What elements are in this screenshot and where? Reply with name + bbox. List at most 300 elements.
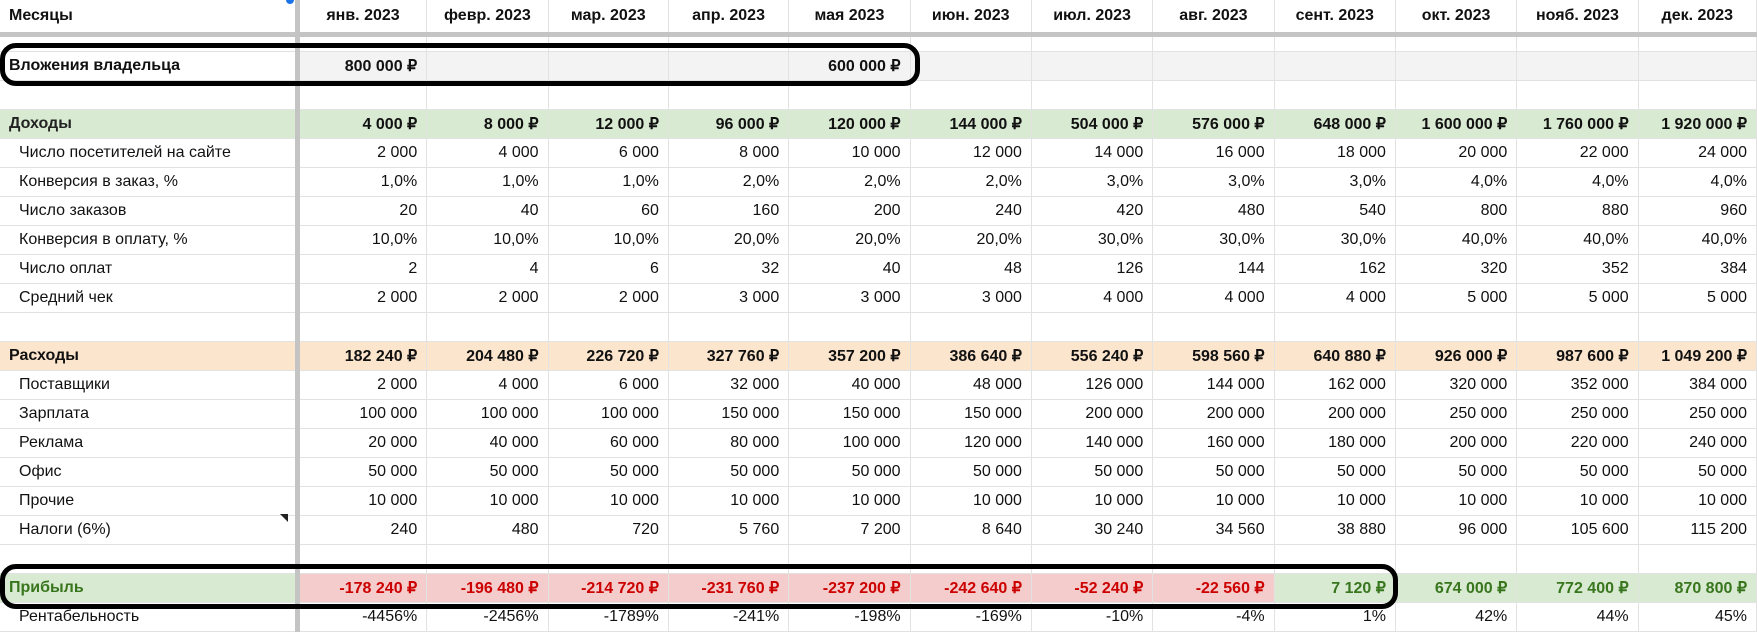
investment-label-cell[interactable]: Вложения владельца [0,52,297,81]
income-detail-value-cell[interactable]: 880 [1517,197,1638,226]
income-total-cell[interactable]: 4 000 ₽ [297,110,426,139]
empty-row [0,35,1757,52]
expense-detail-value-cell[interactable]: 10 000 [668,487,788,516]
profit-label-cell[interactable]: Прибыль [0,574,297,603]
expense-total-cell[interactable]: 987 600 ₽ [1517,342,1638,371]
income-detail-label-cell[interactable]: Конверсия в оплату, % [0,226,297,255]
expense-detail-label-cell[interactable]: Поставщики [0,371,297,400]
expense-total-cell[interactable]: 556 240 ₽ [1031,342,1152,371]
expense-detail-label-cell[interactable]: Зарплата [0,400,297,429]
expense-detail-value-cell[interactable]: 384 000 [1638,371,1756,400]
empty-cell[interactable] [0,35,297,52]
empty-cell[interactable] [1517,545,1638,574]
expense-detail-value-cell[interactable]: 38 880 [1274,516,1395,545]
income-total-cell[interactable]: 1 760 000 ₽ [1517,110,1638,139]
income-detail-value-cell[interactable]: 384 [1638,255,1756,284]
expense-detail-value-cell[interactable]: 50 000 [1395,458,1516,487]
investment-value-cell[interactable] [1517,52,1638,81]
month-header-cell[interactable]: февр. 2023 [427,0,548,35]
income-detail-value-cell[interactable]: 6 [548,255,668,284]
expense-detail-value-cell[interactable]: 50 000 [548,458,668,487]
empty-cell[interactable] [427,313,548,342]
expense-detail-value-cell[interactable]: 240 [297,516,426,545]
expense-total-row [0,342,1757,371]
empty-cell[interactable] [1031,313,1152,342]
empty-cell[interactable] [427,35,548,52]
expense-detail-value-cell[interactable]: 250 000 [1517,400,1638,429]
income-detail-value-cell[interactable]: 2,0% [789,168,910,197]
expense-detail-value-cell[interactable]: 480 [427,516,548,545]
empty-cell[interactable] [548,545,668,574]
expense-total-cell[interactable]: 1 049 200 ₽ [1638,342,1756,371]
income-detail-value-cell[interactable]: 24 000 [1638,139,1756,168]
expense-detail-value-cell[interactable]: 6 000 [548,371,668,400]
profitability-value-cell[interactable]: -2456% [427,603,548,632]
profitability-value-cell[interactable]: -10% [1031,603,1152,632]
expense-detail-value-cell[interactable]: 250 000 [1638,400,1756,429]
expense-detail-row [0,371,1757,400]
expense-detail-value-cell[interactable]: 5 760 [668,516,788,545]
empty-cell[interactable] [668,313,788,342]
income-detail-value-cell[interactable]: 40,0% [1517,226,1638,255]
income-detail-value-cell[interactable]: 10,0% [297,226,426,255]
investment-value-cell[interactable]: 800 000 ₽ [297,52,426,81]
income-detail-value-cell[interactable]: 3 000 [668,284,788,313]
profitability-label-cell[interactable]: Рентабельность [0,603,297,632]
investment-value-cell[interactable] [1031,52,1152,81]
empty-cell[interactable] [427,81,548,110]
income-detail-value-cell[interactable]: 20,0% [910,226,1031,255]
profit-value-cell[interactable]: -214 720 ₽ [548,574,668,603]
expense-detail-value-cell[interactable]: 10 000 [1517,487,1638,516]
expense-detail-value-cell[interactable]: 32 000 [668,371,788,400]
profitability-value-cell[interactable]: -1789% [548,603,668,632]
income-detail-value-cell[interactable]: 3 000 [789,284,910,313]
profit-value-cell[interactable]: -22 560 ₽ [1153,574,1274,603]
expense-detail-label-cell[interactable]: Реклама [0,429,297,458]
income-label-cell[interactable]: Доходы [0,110,297,139]
expense-detail-value-cell[interactable]: 144 000 [1153,371,1274,400]
income-detail-value-cell[interactable]: 420 [1031,197,1152,226]
expense-detail-label-cell[interactable]: Офис [0,458,297,487]
income-detail-value-cell[interactable]: 20,0% [789,226,910,255]
expense-detail-value-cell[interactable]: 40 000 [789,371,910,400]
empty-cell[interactable] [1638,313,1756,342]
income-detail-row [0,255,1757,284]
investment-value-cell[interactable] [1638,52,1756,81]
empty-cell[interactable] [548,313,668,342]
income-detail-value-cell[interactable]: 240 [910,197,1031,226]
income-detail-value-cell[interactable]: 2 000 [297,139,426,168]
empty-cell[interactable] [910,545,1031,574]
investment-value-cell[interactable] [548,52,668,81]
income-detail-value-cell[interactable]: 18 000 [1274,139,1395,168]
income-detail-value-cell[interactable]: 5 000 [1395,284,1516,313]
empty-cell[interactable] [548,81,668,110]
income-detail-value-cell[interactable]: 3,0% [1031,168,1152,197]
income-detail-label-cell[interactable]: Средний чек [0,284,297,313]
expense-detail-label-cell[interactable]: Прочие [0,487,297,516]
empty-cell[interactable] [789,81,910,110]
empty-row [0,313,1757,342]
income-total-cell[interactable]: 1 600 000 ₽ [1395,110,1516,139]
expense-detail-label-cell[interactable]: Налоги (6%) [0,516,297,545]
empty-cell[interactable] [1517,313,1638,342]
empty-cell[interactable] [0,81,297,110]
expense-detail-value-cell[interactable]: 50 000 [1517,458,1638,487]
expense-total-cell[interactable]: 926 000 ₽ [1395,342,1516,371]
income-detail-value-cell[interactable]: 40 [789,255,910,284]
income-detail-value-cell[interactable]: 40 [427,197,548,226]
expense-detail-value-cell[interactable]: 105 600 [1517,516,1638,545]
investment-row [0,52,1757,81]
empty-cell[interactable] [668,545,788,574]
expense-detail-value-cell[interactable]: 50 000 [427,458,548,487]
income-detail-value-cell[interactable]: 1,0% [297,168,426,197]
expense-detail-value-cell[interactable]: 220 000 [1517,429,1638,458]
income-detail-value-cell[interactable]: 14 000 [1031,139,1152,168]
profitability-value-cell[interactable]: -4456% [297,603,426,632]
income-detail-value-cell[interactable]: 4 000 [427,139,548,168]
investment-value-cell[interactable] [1274,52,1395,81]
expense-detail-value-cell[interactable]: 150 000 [668,400,788,429]
income-detail-value-cell[interactable]: 4,0% [1517,168,1638,197]
income-detail-value-cell[interactable]: 126 [1031,255,1152,284]
expense-detail-value-cell[interactable]: 60 000 [548,429,668,458]
expense-detail-row [0,400,1757,429]
expense-detail-value-cell[interactable]: 120 000 [910,429,1031,458]
expense-detail-value-cell[interactable]: 150 000 [789,400,910,429]
profit-value-cell[interactable]: 674 000 ₽ [1395,574,1516,603]
income-detail-value-cell[interactable]: 3,0% [1274,168,1395,197]
expense-total-cell[interactable]: 182 240 ₽ [297,342,426,371]
expense-detail-value-cell[interactable]: 100 000 [789,429,910,458]
income-total-cell[interactable]: 576 000 ₽ [1153,110,1274,139]
empty-cell[interactable] [668,35,788,52]
income-total-cell[interactable]: 504 000 ₽ [1031,110,1152,139]
income-detail-value-cell[interactable]: 48 [910,255,1031,284]
income-detail-value-cell[interactable]: 22 000 [1517,139,1638,168]
expense-detail-value-cell[interactable]: 2 000 [297,371,426,400]
income-detail-value-cell[interactable]: 6 000 [548,139,668,168]
expense-detail-value-cell[interactable]: 200 000 [1395,429,1516,458]
expense-detail-row [0,487,1757,516]
income-detail-value-cell[interactable]: 1,0% [548,168,668,197]
profitability-row [0,603,1757,632]
income-detail-value-cell[interactable]: 960 [1638,197,1756,226]
month-header-cell[interactable]: янв. 2023 [297,0,426,35]
profit-value-cell[interactable]: -178 240 ₽ [297,574,426,603]
empty-cell[interactable] [910,35,1031,52]
income-detail-value-cell[interactable]: 540 [1274,197,1395,226]
profitability-value-cell[interactable]: 44% [1517,603,1638,632]
expense-detail-value-cell[interactable]: 10 000 [548,487,668,516]
income-detail-value-cell[interactable]: 30,0% [1031,226,1152,255]
expense-total-cell[interactable]: 204 480 ₽ [427,342,548,371]
empty-cell[interactable] [1031,545,1152,574]
income-detail-value-cell[interactable]: 4,0% [1395,168,1516,197]
investment-value-cell[interactable] [668,52,788,81]
month-header-cell[interactable]: июл. 2023 [1031,0,1152,35]
income-total-cell[interactable]: 120 000 ₽ [789,110,910,139]
empty-cell[interactable] [1638,545,1756,574]
empty-cell[interactable] [297,313,426,342]
expense-detail-value-cell[interactable]: 10 000 [297,487,426,516]
income-detail-value-cell[interactable]: 160 [668,197,788,226]
expense-detail-value-cell[interactable]: 100 000 [548,400,668,429]
profit-value-cell[interactable]: -231 760 ₽ [668,574,788,603]
expense-detail-value-cell[interactable]: 7 200 [789,516,910,545]
income-detail-label-cell[interactable]: Число заказов [0,197,297,226]
empty-cell[interactable] [1274,35,1395,52]
profit-row [0,574,1757,603]
expense-detail-value-cell[interactable]: 126 000 [1031,371,1152,400]
profit-value-cell[interactable]: -237 200 ₽ [789,574,910,603]
expense-detail-value-cell[interactable]: 720 [548,516,668,545]
expense-detail-value-cell[interactable]: 4 000 [427,371,548,400]
month-header-cell[interactable]: мар. 2023 [548,0,668,35]
income-total-cell[interactable]: 648 000 ₽ [1274,110,1395,139]
profit-value-cell[interactable]: 870 800 ₽ [1638,574,1756,603]
income-detail-value-cell[interactable]: 30,0% [1274,226,1395,255]
expense-detail-value-cell[interactable]: 180 000 [1274,429,1395,458]
expense-detail-value-cell[interactable]: 50 000 [1274,458,1395,487]
expense-detail-value-cell[interactable]: 150 000 [910,400,1031,429]
income-total-cell[interactable]: 96 000 ₽ [668,110,788,139]
profit-value-cell[interactable]: 772 400 ₽ [1517,574,1638,603]
empty-cell[interactable] [910,81,1031,110]
cell-note-indicator[interactable] [280,514,288,522]
empty-cell[interactable] [548,35,668,52]
expense-label-cell[interactable]: Расходы [0,342,297,371]
expense-detail-value-cell[interactable]: 320 000 [1395,371,1516,400]
empty-cell[interactable] [1395,35,1516,52]
income-detail-value-cell[interactable]: 4 [427,255,548,284]
profit-value-cell[interactable]: -242 640 ₽ [910,574,1031,603]
expense-detail-value-cell[interactable]: 50 000 [789,458,910,487]
investment-value-cell[interactable] [1153,52,1274,81]
expense-detail-value-cell[interactable]: 10 000 [789,487,910,516]
empty-cell[interactable] [1031,35,1152,52]
income-detail-value-cell[interactable]: 3 000 [910,284,1031,313]
expense-detail-value-cell[interactable]: 10 000 [427,487,548,516]
income-detail-value-cell[interactable]: 320 [1395,255,1516,284]
month-header-cell[interactable]: авг. 2023 [1153,0,1274,35]
expense-total-cell[interactable]: 226 720 ₽ [548,342,668,371]
empty-cell[interactable] [789,313,910,342]
expense-detail-value-cell[interactable]: 250 000 [1395,400,1516,429]
investment-value-cell[interactable] [427,52,548,81]
empty-cell[interactable] [1153,313,1274,342]
month-header-cell[interactable]: сент. 2023 [1274,0,1395,35]
income-detail-value-cell[interactable]: 200 [789,197,910,226]
month-header-cell[interactable]: окт. 2023 [1395,0,1516,35]
profit-value-cell[interactable]: 7 120 ₽ [1274,574,1395,603]
income-detail-value-cell[interactable]: 20 [297,197,426,226]
income-detail-value-cell[interactable]: 162 [1274,255,1395,284]
income-detail-value-cell[interactable]: 10,0% [548,226,668,255]
profitability-value-cell[interactable]: -198% [789,603,910,632]
income-detail-label-cell[interactable]: Число оплат [0,255,297,284]
expense-detail-row [0,429,1757,458]
income-detail-value-cell[interactable]: 10 000 [789,139,910,168]
expense-detail-value-cell[interactable]: 50 000 [668,458,788,487]
income-detail-value-cell[interactable]: 2,0% [910,168,1031,197]
investment-value-cell[interactable]: 600 000 ₽ [789,52,910,81]
income-detail-value-cell[interactable]: 5 000 [1517,284,1638,313]
expense-detail-value-cell[interactable]: 160 000 [1153,429,1274,458]
expense-detail-value-cell[interactable]: 50 000 [1153,458,1274,487]
income-detail-value-cell[interactable]: 32 [668,255,788,284]
expense-detail-value-cell[interactable]: 40 000 [427,429,548,458]
expense-detail-value-cell[interactable]: 20 000 [297,429,426,458]
investment-value-cell[interactable] [910,52,1031,81]
month-header-cell[interactable]: апр. 2023 [668,0,788,35]
expense-detail-value-cell[interactable]: 100 000 [427,400,548,429]
empty-cell[interactable] [1638,81,1756,110]
income-detail-row [0,139,1757,168]
income-detail-value-cell[interactable]: 2 000 [548,284,668,313]
expense-total-cell[interactable]: 386 640 ₽ [910,342,1031,371]
empty-cell[interactable] [297,35,426,52]
income-detail-value-cell[interactable]: 60 [548,197,668,226]
empty-cell[interactable] [1395,545,1516,574]
income-detail-value-cell[interactable]: 2 000 [427,284,548,313]
expense-total-cell[interactable]: 598 560 ₽ [1153,342,1274,371]
month-header-cell[interactable]: мая 2023 [789,0,910,35]
empty-cell[interactable] [1274,81,1395,110]
income-detail-value-cell[interactable]: 30,0% [1153,226,1274,255]
empty-cell[interactable] [1153,81,1274,110]
expense-total-cell[interactable]: 640 880 ₽ [1274,342,1395,371]
empty-cell[interactable] [1517,81,1638,110]
income-detail-value-cell[interactable]: 800 [1395,197,1516,226]
empty-cell[interactable] [1517,35,1638,52]
empty-cell[interactable] [1395,313,1516,342]
profitability-value-cell[interactable]: -169% [910,603,1031,632]
expense-detail-value-cell[interactable]: 100 000 [297,400,426,429]
expense-detail-value-cell[interactable]: 10 000 [1031,487,1152,516]
empty-cell[interactable] [297,81,426,110]
income-detail-value-cell[interactable]: 20 000 [1395,139,1516,168]
empty-cell[interactable] [0,313,297,342]
expense-detail-value-cell[interactable]: 352 000 [1517,371,1638,400]
income-detail-value-cell[interactable]: 16 000 [1153,139,1274,168]
expense-total-cell[interactable]: 327 760 ₽ [668,342,788,371]
income-detail-value-cell[interactable]: 2,0% [668,168,788,197]
income-detail-value-cell[interactable]: 4 000 [1274,284,1395,313]
income-detail-value-cell[interactable]: 4 000 [1153,284,1274,313]
empty-cell[interactable] [1638,35,1756,52]
expense-detail-value-cell[interactable]: 10 000 [1395,487,1516,516]
income-detail-value-cell[interactable]: 8 000 [668,139,788,168]
expense-detail-value-cell[interactable]: 80 000 [668,429,788,458]
empty-cell[interactable] [0,545,297,574]
expense-detail-value-cell[interactable]: 48 000 [910,371,1031,400]
income-detail-value-cell[interactable]: 2 [297,255,426,284]
expense-detail-value-cell[interactable]: 8 640 [910,516,1031,545]
empty-cell[interactable] [1153,35,1274,52]
income-total-cell[interactable]: 8 000 ₽ [427,110,548,139]
expense-total-cell[interactable]: 357 200 ₽ [789,342,910,371]
income-total-cell[interactable]: 1 920 000 ₽ [1638,110,1756,139]
month-header-cell[interactable]: июн. 2023 [910,0,1031,35]
header-label-cell[interactable]: Месяцы [0,0,297,35]
income-detail-value-cell[interactable]: 5 000 [1638,284,1756,313]
empty-cell[interactable] [789,545,910,574]
empty-cell[interactable] [427,545,548,574]
income-detail-value-cell[interactable]: 40,0% [1638,226,1756,255]
expense-detail-value-cell[interactable]: 30 240 [1031,516,1152,545]
empty-cell[interactable] [1274,545,1395,574]
income-detail-value-cell[interactable]: 480 [1153,197,1274,226]
expense-detail-value-cell[interactable]: 200 000 [1031,400,1152,429]
empty-cell[interactable] [668,81,788,110]
income-detail-row [0,284,1757,313]
empty-cell[interactable] [910,313,1031,342]
income-detail-value-cell[interactable]: 20,0% [668,226,788,255]
profitability-value-cell[interactable]: 1% [1274,603,1395,632]
expense-detail-value-cell[interactable]: 200 000 [1153,400,1274,429]
empty-cell[interactable] [1153,545,1274,574]
expense-detail-value-cell[interactable]: 115 200 [1638,516,1756,545]
income-detail-value-cell[interactable]: 10,0% [427,226,548,255]
expense-detail-value-cell[interactable]: 50 000 [910,458,1031,487]
expense-detail-value-cell[interactable]: 10 000 [1153,487,1274,516]
empty-cell[interactable] [1274,313,1395,342]
income-total-cell[interactable]: 144 000 ₽ [910,110,1031,139]
income-detail-value-cell[interactable]: 40,0% [1395,226,1516,255]
empty-cell[interactable] [297,545,426,574]
empty-cell[interactable] [789,35,910,52]
expense-detail-value-cell[interactable]: 240 000 [1638,429,1756,458]
profit-value-cell[interactable]: -52 240 ₽ [1031,574,1152,603]
expense-detail-value-cell[interactable]: 200 000 [1274,400,1395,429]
empty-cell[interactable] [1395,81,1516,110]
income-detail-label-cell[interactable]: Число посетителей на сайте [0,139,297,168]
investment-value-cell[interactable] [1395,52,1516,81]
income-total-cell[interactable]: 12 000 ₽ [548,110,668,139]
income-detail-value-cell[interactable]: 3,0% [1153,168,1274,197]
expense-detail-value-cell[interactable]: 34 560 [1153,516,1274,545]
expense-detail-value-cell[interactable]: 50 000 [1638,458,1756,487]
income-detail-label-cell[interactable]: Конверсия в заказ, % [0,168,297,197]
profitability-value-cell[interactable]: -4% [1153,603,1274,632]
income-detail-value-cell[interactable]: 2 000 [297,284,426,313]
income-detail-value-cell[interactable]: 352 [1517,255,1638,284]
month-header-cell[interactable]: дек. 2023 [1638,0,1756,35]
expense-detail-value-cell[interactable]: 50 000 [297,458,426,487]
profit-value-cell[interactable]: -196 480 ₽ [427,574,548,603]
expense-detail-value-cell[interactable]: 10 000 [1638,487,1756,516]
income-detail-value-cell[interactable]: 4,0% [1638,168,1756,197]
expense-detail-value-cell[interactable]: 10 000 [910,487,1031,516]
income-detail-value-cell[interactable]: 144 [1153,255,1274,284]
expense-detail-value-cell[interactable]: 50 000 [1031,458,1152,487]
income-detail-value-cell[interactable]: 12 000 [910,139,1031,168]
expense-detail-value-cell[interactable]: 140 000 [1031,429,1152,458]
profitability-value-cell[interactable]: 42% [1395,603,1516,632]
expense-detail-value-cell[interactable]: 10 000 [1274,487,1395,516]
empty-cell[interactable] [1031,81,1152,110]
month-header-cell[interactable]: нояб. 2023 [1517,0,1638,35]
profitability-value-cell[interactable]: -241% [668,603,788,632]
expense-detail-value-cell[interactable]: 96 000 [1395,516,1516,545]
income-detail-value-cell[interactable]: 1,0% [427,168,548,197]
expense-detail-value-cell[interactable]: 162 000 [1274,371,1395,400]
income-detail-value-cell[interactable]: 4 000 [1031,284,1152,313]
profitability-value-cell[interactable]: 45% [1638,603,1756,632]
